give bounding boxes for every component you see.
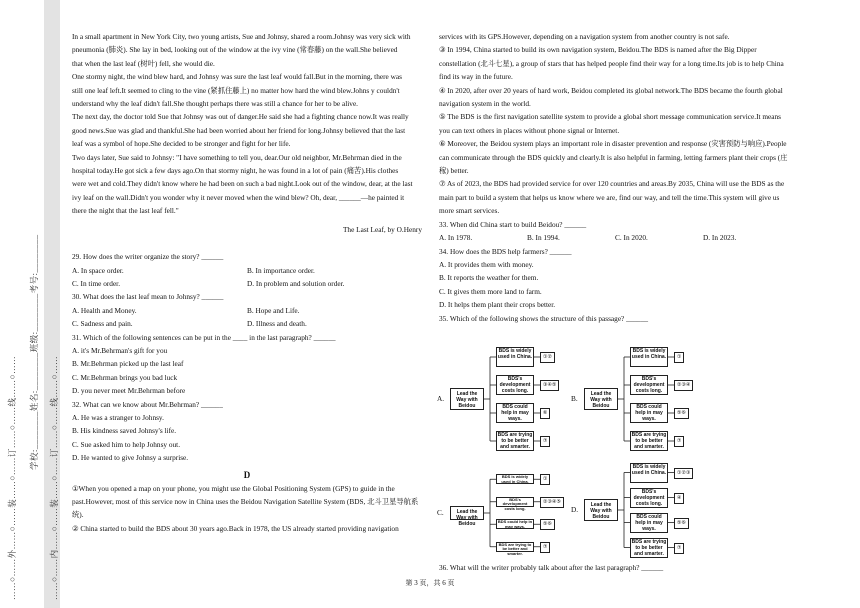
options-row bbox=[72, 304, 422, 317]
option: D. It helps them plant their crops better. bbox=[439, 300, 556, 310]
paragraph-tag: ⑤⑥ bbox=[540, 519, 555, 530]
q36-wrap bbox=[439, 561, 791, 574]
option: A. it's Mr.Behrman's gift for you bbox=[72, 345, 168, 355]
root-box: Lead the Way with Beidou bbox=[584, 388, 618, 410]
option: B. In 1994. bbox=[527, 233, 560, 243]
left-column bbox=[72, 30, 422, 535]
passage-c bbox=[72, 30, 422, 218]
paragraph-tag: ⑦ bbox=[540, 436, 550, 447]
paragraph-tag: ①②③ bbox=[674, 468, 693, 479]
passage-line: that when the last leaf (树叶) fell, she would die. bbox=[72, 58, 215, 68]
paragraph-tag: ⑤⑥ bbox=[674, 408, 689, 419]
question-stem: 33. When did China start to build Beidou? ______ bbox=[439, 219, 587, 229]
passage-line: ivy leaf on the wall.Didn't you wonder why it never moved when the wind blew? Oh, dear, ______—he painted it bbox=[72, 192, 405, 202]
paragraph-tag: ④ bbox=[674, 493, 684, 504]
option: B. Mr.Behrman picked up the last leaf bbox=[72, 359, 184, 369]
branch-box: BDS's development costs long. bbox=[630, 488, 668, 508]
branch-box: BDS could help in may ways. bbox=[630, 513, 668, 533]
option: D. you never meet Mr.Behrman before bbox=[72, 386, 186, 396]
paragraph-tag: ②③④ bbox=[674, 380, 693, 391]
passage-d-paragraph: ② China started to build the BDS about 30 years ago.Back in 1978, the US already started providing navigation bbox=[72, 523, 399, 533]
paragraph-tag: ① bbox=[540, 474, 550, 485]
option: C. In time order. bbox=[72, 278, 121, 288]
option: B. His kindness saved Johnsy's life. bbox=[72, 426, 177, 436]
option-label: A. bbox=[437, 394, 445, 403]
branch-box: BDS's development costs long. bbox=[496, 375, 534, 395]
option: D. Illness and death. bbox=[247, 319, 307, 329]
passage-d-paragraph: ①When you opened a map on your phone, you might use the Global Positioning System (GPS) to guide in the past.However, most of this service now in China uses the Beidou Navigation Satellite System (BDS, 北斗卫星导航系统). bbox=[72, 483, 419, 520]
option: A. In 1978. bbox=[439, 233, 473, 243]
passage-d-paragraph: services with its GPS.However, depending on a navigation system from another country is not safe. bbox=[439, 32, 730, 41]
root-box: Lead the Way with Beidou bbox=[450, 506, 484, 520]
question-stem: 34. How does the BDS help farmers? ______ bbox=[439, 246, 572, 256]
option: C. In 2020. bbox=[615, 233, 648, 243]
structure-diagram-d bbox=[571, 460, 714, 560]
question-stem: 29. How does the writer organize the story? ______ bbox=[72, 252, 224, 262]
branch-box: BDS is widely used in China. bbox=[496, 474, 534, 484]
outer-seal-line: ……○……外……○……装……○……订……○……线……○…… bbox=[7, 355, 17, 600]
option: C. It gives them more land to farm. bbox=[439, 286, 542, 296]
passage-line: hospital today.He got sick a few days ago.On that stormy night, he was found in a lot of pain (痛苦).His clothes bbox=[72, 166, 399, 176]
option: A. He was a stranger to Johnsy. bbox=[72, 412, 164, 422]
branch-box: BDS's development costs long. bbox=[630, 375, 668, 395]
passage-line: Two days later, Sue said to Johnsy: "I have something to tell you, dear.Our old neighbor, Mr.Behrman died in the bbox=[72, 152, 402, 162]
branch-box: BDS could help in may ways. bbox=[497, 519, 533, 529]
option: D. In problem and solution order. bbox=[247, 278, 345, 288]
section-title-d: D bbox=[243, 469, 251, 480]
passage-line: there the night that the last leaf fell." bbox=[72, 206, 179, 216]
passage-d-paragraph: ③ In 1994, China started to build its own navigation system, Beidou.The BDS is named after the Big Dipper constellation (北斗七星), a group of stars that has helped people find their way for a long time.Its job is to help China find its way in the future. bbox=[439, 45, 784, 82]
branch-box: BDS's development costs long. bbox=[496, 497, 534, 507]
paragraph-tag: ⑦ bbox=[540, 542, 550, 553]
right-column bbox=[439, 30, 791, 325]
option: D. In 2023. bbox=[703, 233, 737, 243]
question-stem: 32. What can we know about Mr.Behrman? ______ bbox=[72, 399, 223, 409]
binding-margin bbox=[0, 0, 60, 608]
passage-d-left bbox=[72, 482, 422, 536]
questions-29-32 bbox=[72, 250, 422, 465]
root-box: Lead the Way with Beidou bbox=[584, 499, 618, 521]
passage-d-paragraph: ④ In 2020, after over 20 years of hard work, Beidou completed its global network.The BDS became the fourth global navigation system in the world. bbox=[439, 85, 783, 109]
structure-diagram-b bbox=[571, 343, 714, 455]
passage-line: good news.Sue was glad and thankful.She had been worried about her friend for long.Johnsy believed that the last bbox=[72, 125, 406, 135]
branch-box: BDS is widely used in China. bbox=[630, 463, 668, 483]
option: B. It reports the weather for them. bbox=[439, 273, 539, 283]
options-row bbox=[72, 277, 422, 290]
structure-diagram-c bbox=[437, 468, 580, 558]
paragraph-tag: ⑦ bbox=[674, 543, 684, 554]
question-stem: 30. What does the last leaf mean to Johnsy? ______ bbox=[72, 292, 224, 302]
passage-d-right bbox=[439, 30, 791, 218]
inner-seal-line: ……○……内……○……装……○……订……○……线……○…… bbox=[49, 355, 59, 600]
paragraph-tag: ⑦ bbox=[674, 436, 684, 447]
paragraph-tag: ① bbox=[674, 352, 684, 363]
branch-box: BDS are trying to be better and smarter. bbox=[497, 432, 533, 450]
root-box: Lead the Way with Beidou bbox=[450, 388, 484, 410]
question-36-stem: 36. What will the writer probably talk about after the last paragraph? ______ bbox=[439, 563, 664, 572]
option: B. Hope and Life. bbox=[247, 305, 300, 315]
passage-d-paragraph: ⑤ The BDS is the first navigation satellite system to provide a global short message communication service.It means you can text others in places without phone signal or Internet. bbox=[439, 112, 781, 135]
passage-line: leaf was a symbol of hope.She decided to be stronger and fight for her life. bbox=[72, 139, 291, 149]
passage-line: In a small apartment in New York City, two young artists, Sue and Johnsy, shared a room.Johnsy was very sick with bbox=[72, 32, 411, 41]
option-label: D. bbox=[571, 505, 579, 514]
question-stem: 31. Which of the following sentences can be put in the ____ in the last paragraph? ______ bbox=[72, 332, 336, 342]
passage-source: The Last Leaf, by O.Henry bbox=[342, 224, 422, 234]
option: A. Health and Money. bbox=[72, 305, 137, 315]
passage-line: The next day, the doctor told Sue that Johnsy was out of danger.He said she had a fighting chance now.It was really bbox=[72, 112, 409, 122]
question-35-stem: 35. Which of the following shows the structure of this passage? ______ bbox=[439, 313, 649, 323]
option-label: C. bbox=[437, 508, 444, 517]
option: A. It provides them with money. bbox=[439, 259, 534, 269]
passage-line: were wet and cold.They didn't know where he had been on such a bad night.Look out of the window, dear, at the last bbox=[72, 179, 413, 189]
passage-d-paragraph: ⑥ Moreover, the Beidou system plays an important role in disaster prevention and response (灾害预防与响应).People can communicate through the BDS quickly and clearly.It is also helpful in farming, letting farmers plant their crops (庄稼) better. bbox=[439, 139, 788, 176]
passage-line: still one leaf left.It seemed to cling to the vine (紧抓住藤上) no matter how hard the wind blew.Johns y couldn't bbox=[72, 85, 400, 95]
structure-diagram-a bbox=[437, 343, 580, 455]
branch-box: BDS are trying to be better and smarter. bbox=[631, 538, 667, 557]
paragraph-tag: ③④⑤ bbox=[540, 380, 559, 391]
branch-box: BDS could help in may ways. bbox=[496, 403, 534, 423]
option: C. Sadness and pain. bbox=[72, 319, 133, 329]
branch-box: BDS is widely used in China. bbox=[630, 347, 668, 367]
option: B. In importance order. bbox=[247, 265, 315, 275]
paragraph-tag: ⑥ bbox=[540, 408, 550, 419]
paragraph-tag: ②③④⑤ bbox=[540, 497, 564, 508]
passage-line: One stormy night, the wind blew hard, and Johnsy was sure the last leaf would fall.But in the morning, there was bbox=[72, 72, 402, 82]
option: D. He wanted to give Johnsy a surprise. bbox=[72, 453, 189, 463]
option: C. Sue asked him to help Johnsy out. bbox=[72, 439, 181, 449]
options-row bbox=[439, 231, 791, 244]
option: A. In space order. bbox=[72, 265, 124, 275]
branch-box: BDS are trying to be better and smarter. bbox=[631, 432, 667, 450]
option-label: B. bbox=[571, 394, 578, 403]
options-row bbox=[72, 264, 422, 277]
page-footer: 第 3 页，共 6 页 bbox=[405, 579, 455, 587]
branch-box: BDS could help in may ways. bbox=[630, 403, 668, 423]
branch-box: BDS is widely used in China. bbox=[496, 347, 534, 367]
paragraph-tag: ①② bbox=[540, 352, 555, 363]
options-row bbox=[72, 317, 422, 330]
passage-line: pneumonia (肺炎). She lay in bed, looking out of the window at the ivy vine (常春藤) on the wall.She believed bbox=[72, 45, 398, 55]
branch-box: BDS are trying to be better and smarter. bbox=[496, 542, 534, 552]
passage-line: understand why the leaf didn't fall.She thought perhaps there was still a chance for her to be alive. bbox=[72, 99, 359, 109]
option: C. Mr.Behrman brings you bad luck bbox=[72, 372, 178, 382]
passage-d-paragraph: ⑦ As of 2023, the BDS had provided service for over 120 countries and areas.By 2035, China will use the BDS as the main part to build a system that helps us know where we are, find our way, and tell the time.This system will give us more smart services. bbox=[439, 179, 785, 216]
student-info-fields: 学校:________姓名:________班级:________考号:________ bbox=[29, 234, 39, 470]
paragraph-tag: ⑤⑥ bbox=[674, 518, 689, 529]
questions-33-34 bbox=[439, 218, 791, 312]
